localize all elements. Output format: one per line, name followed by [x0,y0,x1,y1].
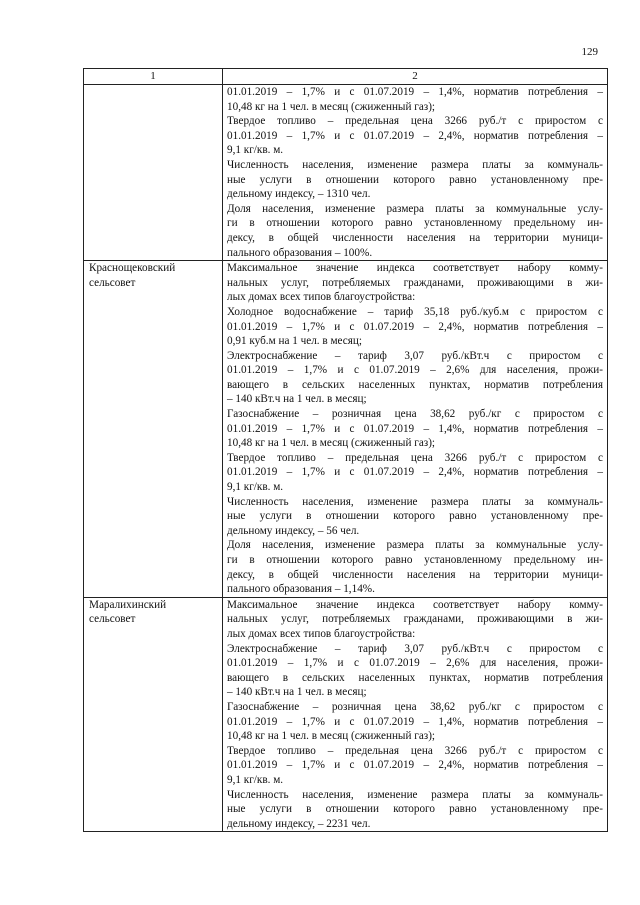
text-line: ги в отношении которого равно установленному предельному ин- [227,217,603,230]
table-body [84,85,608,832]
text-line: Твердое топливо – предельная цена 3266 руб./т с приростом с [227,115,603,128]
text-line: Электроснабжение – тариф 3,07 руб./кВт.ч с приростом с [227,349,603,362]
description-paragraph [227,349,603,407]
text-line: Холодное водоснабжение – тариф 35,18 руб./куб.м с приростом с [227,305,603,318]
text-line: 10,48 кг на 1 чел. в месяц (сжиженный газ); [227,730,436,743]
text-line: 01.01.2019 – 1,7% и с 01.07.2019 – 1,4%, норматив потребления – [227,715,603,728]
region-cell [84,85,223,261]
description-paragraph [227,744,603,788]
text-line: дельному индексу, – 56 чел. [227,524,360,537]
region-name-line: Краснощековский [89,262,176,275]
text-line: нальных услуг, потребляемых гражданами, проживающими в жи- [227,276,603,289]
text-line: ные услуги в отношении которого равно установленному пре- [227,803,603,816]
column-header-1: 1 [84,69,223,85]
text-line: Численность населения, изменение размера платы за коммуналь- [227,158,603,171]
text-line: 01.01.2019 – 1,7% и с 01.07.2019 – 2,4%, норматив потребления – [227,759,603,772]
text-line: дельному индексу, – 2231 чел. [227,817,371,830]
text-line: Доля населения, изменение размера платы за коммунальные услу- [227,202,603,215]
text-line: Численность населения, изменение размера платы за коммуналь- [227,788,603,801]
document-table [83,68,608,832]
description-paragraph [227,642,603,700]
text-line: 01.01.2019 – 1,7% и с 01.07.2019 – 2,4%, норматив потребления – [227,466,603,479]
text-line: пального образования – 100%. [227,246,373,259]
text-line: лых домах всех типов благоустройства: [227,627,416,640]
description-paragraph [227,700,603,744]
description-paragraph [227,261,603,305]
text-line: нальных услуг, потребляемых гражданами, проживающими в жи- [227,613,603,626]
text-line: пального образования – 1,14%. [227,583,375,596]
table-row [84,85,608,261]
description-paragraph [227,158,603,202]
page-number: 129 [581,46,598,58]
description-paragraph [227,451,603,495]
description-paragraph [227,598,603,642]
text-line: лых домах всех типов благоустройства: [227,291,416,304]
text-line: Доля населения, изменение размера платы за коммунальные услу- [227,539,603,552]
description-paragraph [227,114,603,158]
text-line: – 140 кВт.ч на 1 чел. в месяц; [227,686,367,699]
description-paragraph [227,407,603,451]
text-line: 01.01.2019 – 1,7% и с 01.07.2019 – 2,4%, норматив потребления – [227,129,603,142]
text-line: 0,91 куб.м на 1 чел. в месяц; [227,335,362,348]
text-line: 01.01.2019 – 1,7% и с 01.07.2019 – 2,4%, норматив потребления – [227,320,603,333]
text-line: 9,1 кг/кв. м. [227,481,284,494]
text-line: дексу, в общей численности населения на территории муници- [227,568,603,581]
text-line: 01.01.2019 – 1,7% и с 01.07.2019 – 2,6% для населения, прожи- [227,364,603,377]
text-line: дексу, в общей численности населения на территории муници- [227,231,603,244]
column-header-2: 2 [223,69,608,85]
text-line: Газоснабжение – розничная цена 38,62 руб./кг с приростом с [227,700,603,713]
text-line: ные услуги в отношении которого равно установленному пре- [227,510,603,523]
text-line: – 140 кВт.ч на 1 чел. в месяц; [227,393,367,406]
description-paragraph [227,202,603,260]
text-line: 9,1 кг/кв. м. [227,144,284,157]
text-line: ги в отношении которого равно установленному предельному ин- [227,554,603,566]
text-line: вающего в сельских населенных пунктах, норматив потребления [227,671,603,684]
text-line: Твердое топливо – предельная цена 3266 руб./т с приростом с [227,451,603,464]
region-cell [84,597,223,832]
text-line: Численность населения, изменение размера платы за коммуналь- [227,495,603,508]
description-cell [223,85,608,261]
text-line: 01.01.2019 – 1,7% и с 01.07.2019 – 1,4%, норматив потребления – [227,422,603,435]
region-cell [84,261,223,598]
text-line: ные услуги в отношении которого равно установленному пре- [227,173,603,186]
region-name [89,598,218,627]
text-line: Максимальное значение индекса соответствует набору комму- [227,598,603,611]
region-name [89,261,218,290]
region-name-line: сельсовет [89,613,136,626]
text-line: 01.01.2019 – 1,7% и с 01.07.2019 – 1,4%, норматив потребления – [227,86,603,98]
table-header-row [84,69,608,85]
text-line: дельному индексу, – 1310 чел. [227,188,371,201]
description-paragraph [227,538,603,596]
text-line: вающего в сельских населенных пунктах, норматив потребления [227,378,603,391]
description-paragraph [227,85,603,114]
text-line: 10,48 кг на 1 чел. в месяц (сжиженный газ); [227,437,436,450]
text-line: 01.01.2019 – 1,7% и с 01.07.2019 – 2,6% для населения, прожи- [227,657,603,670]
description-paragraph [227,495,603,539]
description-cell [223,261,608,598]
table-row [84,597,608,832]
text-line: Твердое топливо – предельная цена 3266 руб./т с приростом с [227,744,603,757]
description-cell [223,597,608,832]
description-paragraph [227,305,603,349]
region-name-line: сельсовет [89,276,136,289]
text-line: Максимальное значение индекса соответствует набору комму- [227,262,603,275]
text-line: Электроснабжение – тариф 3,07 руб./кВт.ч с приростом с [227,642,603,655]
text-line: 10,48 кг на 1 чел. в месяц (сжиженный газ); [227,100,436,113]
text-line: Газоснабжение – розничная цена 38,62 руб./кг с приростом с [227,408,603,421]
text-line: 9,1 кг/кв. м. [227,773,284,786]
table-row [84,261,608,598]
region-name-line: Маралихинский [89,598,167,611]
description-paragraph [227,788,603,832]
